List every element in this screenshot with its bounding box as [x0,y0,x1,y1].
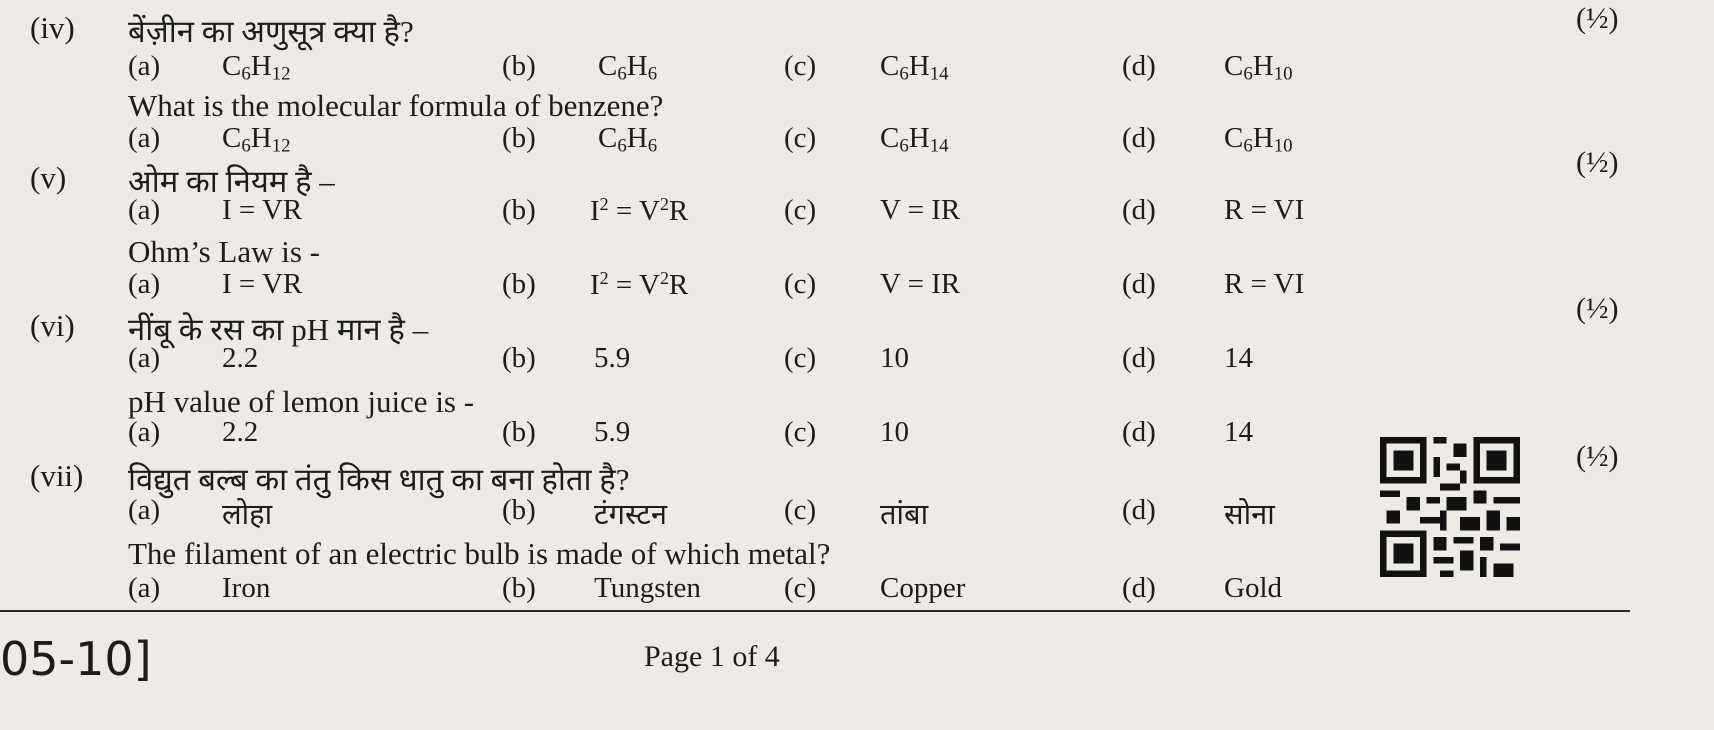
options-iv-hindi [128,50,1328,86]
option-value: टंगस्टन [594,499,667,531]
option-value: 10 [880,416,909,448]
option-label: (c) [784,268,817,300]
options-iv-english [128,122,1328,158]
marks-v: (½) [1576,146,1619,179]
option-value: Tungsten [594,572,701,604]
option-value: तांबा [880,499,929,531]
option-label: (d) [1122,194,1156,226]
footer-paper-code: 05-10] [0,632,152,686]
option-label: (a) [128,268,161,300]
question-number: (vii) [30,458,84,493]
option-value: I = VR [222,268,303,300]
option-value: 14 [1224,342,1253,374]
option-value: Gold [1224,572,1282,604]
question-text: ओम का नियम है – [128,164,335,199]
option-value: $C_6H_{12}$ [222,122,291,157]
option-label: (b) [502,50,536,82]
option-value: 2.2 [222,342,259,374]
option-label: (d) [1122,342,1156,374]
option-label: (a) [128,416,161,448]
option-label: (a) [128,494,161,526]
marks-iv: (½) [1576,2,1619,35]
question-text: नींबू के रस का pH मान है – [128,312,429,347]
option-label: (d) [1122,268,1156,300]
option-label: (b) [502,194,536,226]
option-label: (c) [784,122,817,154]
option-value: $C_6H_{10}$ [1224,50,1293,85]
marks-vi: (½) [1576,292,1619,325]
option-value: $C_6H_{14}$ [880,122,949,157]
option-label: (b) [502,268,536,300]
option-value: R = VI [1224,194,1305,226]
option-value: V = IR [880,268,961,300]
option-value: 10 [880,342,909,374]
question-text: बेंज़ीन का अणुसूत्र क्या है? [128,14,414,49]
option-label: (b) [502,572,536,604]
option-label: (a) [128,122,161,154]
option-label: (c) [784,572,817,604]
option-value: $C_6H_{14}$ [880,50,949,85]
option-label: (d) [1122,122,1156,154]
footer-divider [0,610,1630,612]
option-label: (a) [128,50,161,82]
option-label: (b) [502,122,536,154]
options-vii-english [128,572,1328,608]
options-vi-english [128,416,1328,452]
option-label: (d) [1122,494,1156,526]
option-value: $C_6H_{10}$ [1224,122,1293,157]
option-value: V = IR [880,194,961,226]
question-text: विद्युत बल्ब का तंतु किस धातु का बना होता है? [128,462,630,497]
question-text: The filament of an electric bulb is made of which metal? [128,536,831,571]
option-label: (d) [1122,572,1156,604]
option-label: (b) [502,416,536,448]
option-value: I = VR [222,194,303,226]
option-value: 2.2 [222,416,259,448]
option-label: (c) [784,194,817,226]
option-label: (d) [1122,416,1156,448]
option-label: (b) [502,342,536,374]
option-value: 5.9 [594,416,631,448]
option-value: $I^2 = V^2R$ [590,268,689,301]
option-value: $C_6H_6$ [598,122,658,157]
question-text: pH value of lemon juice is - [128,384,475,419]
question-number: (v) [30,160,67,195]
options-vii-hindi [128,494,1328,530]
option-value: $I^2 = V^2R$ [590,194,689,227]
question-text: What is the molecular formula of benzene? [128,88,664,123]
option-label: (b) [502,494,536,526]
options-vi-hindi [128,342,1328,378]
option-label: (a) [128,572,161,604]
marks-vii: (½) [1576,440,1619,473]
option-value: 14 [1224,416,1253,448]
question-text: Ohm’s Law is - [128,234,321,269]
option-value: Copper [880,572,966,604]
qr-code-icon [1380,437,1520,577]
option-value: 5.9 [594,342,631,374]
option-value: $C_6H_{12}$ [222,50,291,85]
option-value: Iron [222,572,271,604]
option-label: (a) [128,342,161,374]
option-label: (c) [784,342,817,374]
page-number: Page 1 of 4 [644,640,780,673]
option-label: (c) [784,50,817,82]
option-value: R = VI [1224,268,1305,300]
question-number: (iv) [30,10,75,45]
option-label: (c) [784,416,817,448]
options-v-hindi [128,194,1328,230]
options-v-english [128,268,1328,304]
option-label: (a) [128,194,161,226]
option-label: (d) [1122,50,1156,82]
option-value: सोना [1224,499,1275,531]
option-value: लोहा [222,499,273,531]
option-label: (c) [784,494,817,526]
question-number: (vi) [30,308,75,343]
option-value: $C_6H_6$ [598,50,658,85]
